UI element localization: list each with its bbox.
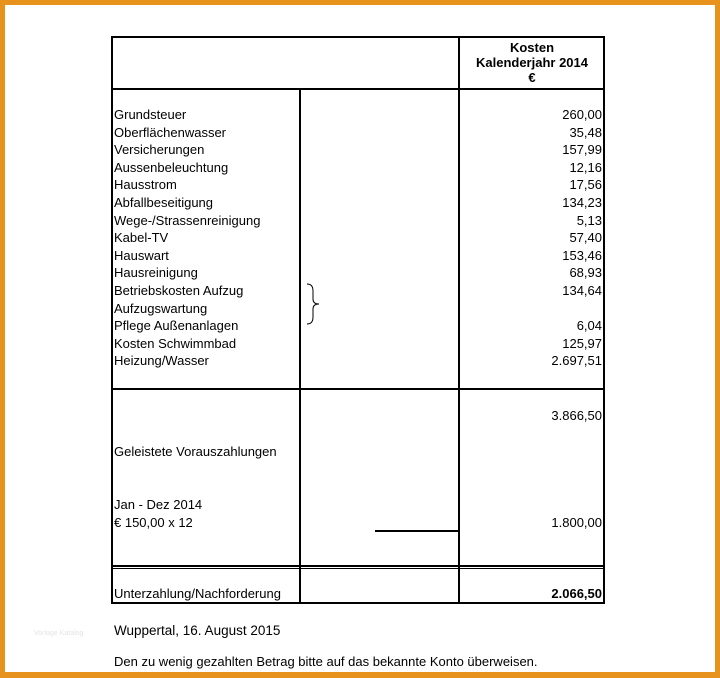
- place-date: Wuppertal, 16. August 2015: [114, 623, 281, 638]
- item-label: Kosten Schwimmbad: [114, 335, 237, 351]
- prepayments-label: Geleistete Vorauszahlungen: [114, 444, 277, 459]
- item-label: Abfallbeseitigung: [114, 195, 214, 210]
- item-value: 12,16: [569, 159, 602, 175]
- item-label: Grundsteuer: [114, 107, 187, 122]
- item-value: 6,04: [576, 318, 602, 334]
- item-label: Hauswart: [114, 247, 169, 263]
- item-value: 125,97: [562, 335, 602, 351]
- item-value: 68,93: [569, 265, 602, 281]
- item-label: Aussenbeleuchtung: [114, 159, 229, 175]
- item-value: 17,56: [569, 177, 602, 193]
- watermark-text: Vorlage Katalog: [34, 630, 84, 637]
- item-label: Hausreinigung: [114, 265, 198, 281]
- item-value: 5,13: [576, 212, 602, 228]
- item-label: Heizung/Wasser: [114, 353, 209, 369]
- prepayment-rate: € 150,00 x 12: [114, 515, 193, 530]
- item-label: Hausstrom: [114, 177, 177, 193]
- item-label: Aufzugswartung: [114, 300, 208, 316]
- item-label: Pflege Außenanlagen: [114, 318, 239, 334]
- result-label: Unterzahlung/Nachforderung: [114, 586, 281, 601]
- item-value: 57,40: [569, 230, 602, 246]
- item-label: Kabel-TV: [114, 230, 169, 246]
- header-year: Kalenderjahr 2014: [475, 55, 588, 70]
- payment-note: Den zu wenig gezahlten Betrag bitte auf das bekannte Konto überweisen.: [114, 654, 538, 669]
- total-costs-value: 3.866,50: [551, 408, 602, 423]
- item-value: 157,99: [562, 142, 602, 158]
- item-value: 35,48: [569, 124, 602, 140]
- item-value: 260,00: [562, 107, 602, 122]
- result-value: 2.066,50: [551, 586, 602, 601]
- item-label: Versicherungen: [114, 142, 205, 158]
- header-kosten: Kosten: [509, 40, 555, 55]
- item-label: Oberflächenwasser: [114, 124, 226, 140]
- item-value: 134,64: [562, 283, 602, 298]
- item-label: Betriebskosten Aufzug: [114, 283, 244, 298]
- item-value: 134,23: [562, 195, 602, 210]
- item-value: 153,46: [562, 247, 602, 263]
- item-value: 2.697,51: [551, 353, 602, 369]
- prepayment-period: Jan - Dez 2014: [114, 497, 203, 512]
- item-label: Wege-/Strassenreinigung: [114, 212, 261, 228]
- prepayments-value: 1.800,00: [551, 515, 602, 530]
- header-currency: €: [528, 70, 536, 85]
